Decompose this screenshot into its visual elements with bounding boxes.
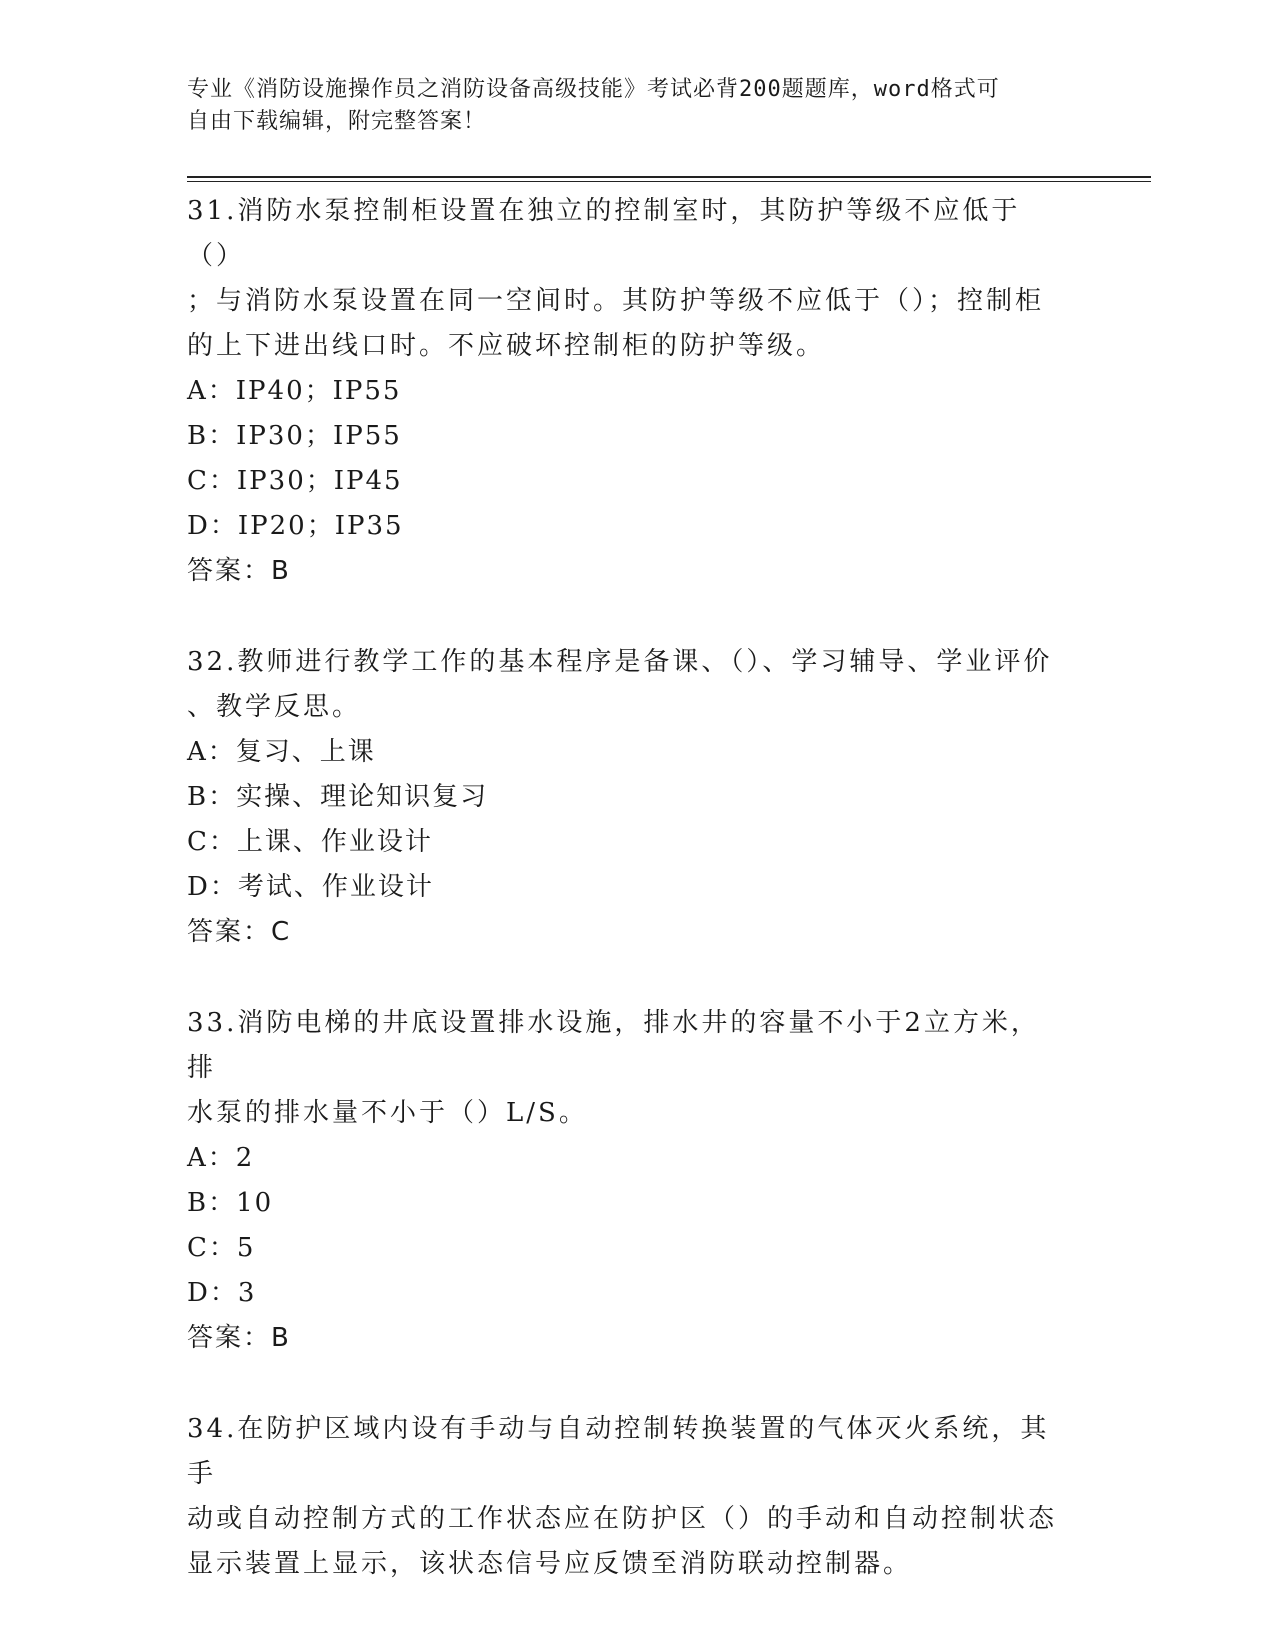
stem-line: 、教学反思。 [187,692,362,722]
stem-line: 33.消防电梯的井底设置排水设施，排水井的容量不小于2立方米，排 [187,1008,1040,1083]
option-list [187,369,1067,549]
option-d: D：考试、作业设计 [187,872,434,902]
header-divider-thick [187,176,1151,178]
stem-line: 动或自动控制方式的工作状态应在防护区（）的手动和自动控制状态 [187,1504,1058,1534]
question-stem [187,640,1067,730]
answer-line: 答案：B [187,1323,291,1353]
question-34 [187,1407,1067,1587]
option-a: A：IP40；IP55 [187,376,402,406]
stem-line: 显示装置上显示，该状态信号应反馈至消防联动控制器。 [187,1549,913,1579]
answer-line: 答案：C [187,917,292,947]
header-line-1: 专业《消防设施操作员之消防设备高级技能》考试必背200题题库，word格式可 [187,77,1000,102]
question-stem [187,1001,1067,1136]
stem-line: 34.在防护区域内设有手动与自动控制转换装置的气体灭火系统，其手 [187,1414,1050,1489]
option-b: B：10 [187,1188,274,1218]
question-stem [187,189,1067,369]
option-d: D：IP20；IP35 [187,511,404,541]
question-32 [187,640,1067,955]
question-31 [187,189,1067,594]
stem-line: 水泵的排水量不小于（）L/S。 [187,1098,588,1128]
document-header [187,74,1067,138]
option-b: B：IP30；IP55 [187,421,402,451]
option-c: C：5 [187,1233,256,1263]
question-stem [187,1407,1067,1587]
option-list [187,1136,1067,1316]
header-divider-thin [187,181,1151,182]
header-line-2: 自由下载编辑，附完整答案！ [187,109,487,134]
answer-line: 答案：B [187,556,291,586]
stem-line: 32.教师进行教学工作的基本程序是备课、（）、学习辅导、学业评价 [187,647,1053,677]
option-b: B：实操、理论知识复习 [187,782,489,812]
option-d: D：3 [187,1278,257,1308]
stem-line: 的上下进出线口时。不应破坏控制柜的防护等级。 [187,331,826,361]
option-a: A：2 [187,1143,255,1173]
option-c: C：IP30；IP45 [187,466,403,496]
option-c: C：上课、作业设计 [187,827,433,857]
stem-line: ；与消防水泵设置在同一空间时。其防护等级不应低于（）；控制柜 [187,286,1045,316]
stem-line: 31.消防水泵控制柜设置在独立的控制室时，其防护等级不应低于（） [187,196,1021,271]
option-list [187,730,1067,910]
option-a: A：复习、上课 [187,737,376,767]
question-33 [187,1001,1067,1361]
question-list [187,189,1067,1633]
